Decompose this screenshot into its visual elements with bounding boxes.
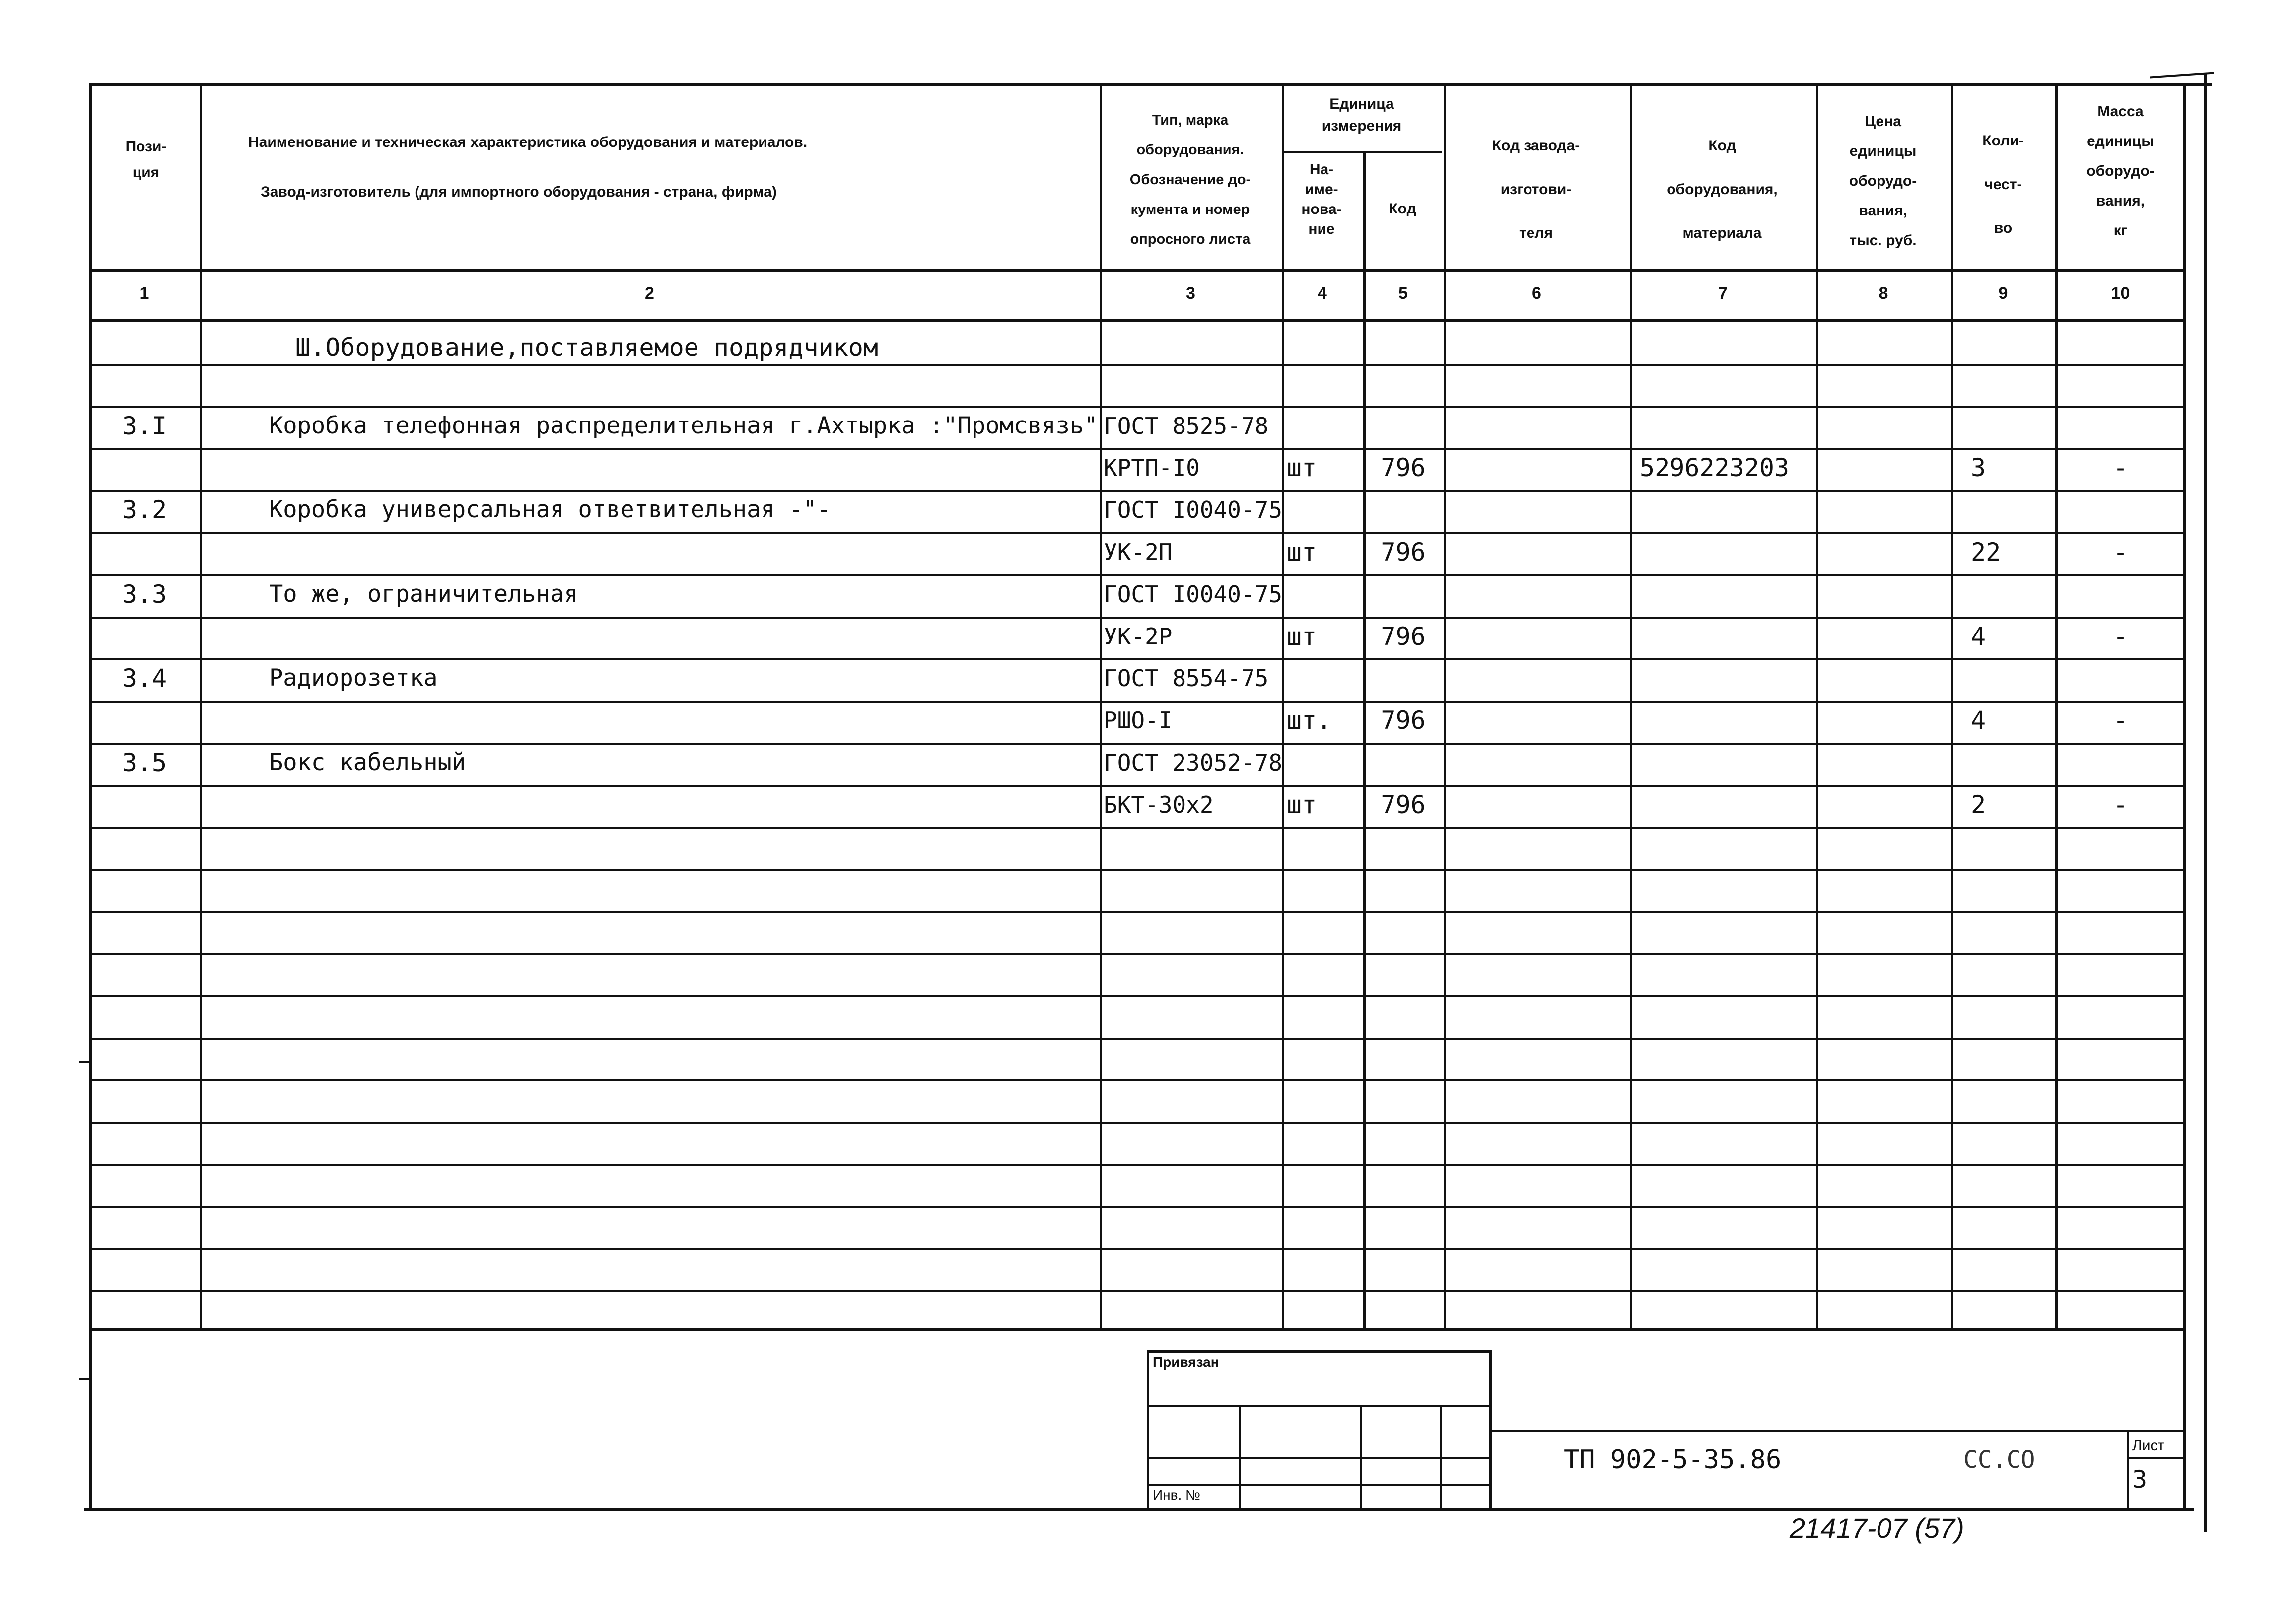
mass-cell: -: [2113, 790, 2128, 819]
row-rule: [89, 1290, 2186, 1292]
row-rule: [89, 617, 2186, 619]
header-unit-code: Код: [1389, 201, 1416, 217]
column-number-3: 3: [1186, 284, 1195, 303]
table-bottom-rule: [89, 1328, 2186, 1331]
type-cell: БКТ-30х2: [1104, 791, 1214, 818]
unit-code-cell: 796: [1381, 453, 1426, 482]
mass-cell: -: [2113, 622, 2128, 651]
type-cell: УК-2Р: [1104, 623, 1173, 650]
type-cell: УК-2П: [1104, 539, 1173, 565]
stamp-col-2: [1360, 1405, 1362, 1509]
numbers-bottom-rule: [89, 319, 2186, 322]
document-code: ТП 902-5-35.86: [1564, 1445, 1782, 1475]
position-cell: 3.2: [122, 495, 167, 524]
column-number-4: 4: [1318, 284, 1327, 303]
type-cell: ГОСТ I0040-75: [1104, 581, 1283, 608]
header-unit-group: Единица измерения: [1322, 96, 1402, 134]
unit-name-cell: шт: [1287, 538, 1317, 566]
row-rule: [89, 1206, 2186, 1208]
sheet-box-rule: [2127, 1457, 2184, 1459]
column-rule-4: [1363, 151, 1366, 1330]
column-rule-3: [1282, 84, 1284, 1330]
mass-cell: -: [2113, 538, 2128, 566]
row-rule: [89, 574, 2186, 576]
row-rule: [89, 364, 2186, 366]
name-cell: Радиорозетка: [269, 664, 438, 692]
column-rule-2: [1100, 84, 1102, 1330]
position-cell: 3.4: [122, 664, 167, 693]
row-rule: [89, 827, 2186, 829]
stamp-col-3: [1440, 1405, 1442, 1509]
header-material-code: Код оборудования, материала: [1667, 138, 1778, 241]
handwritten-number: 21417-07 (57): [1790, 1512, 1964, 1544]
type-cell: ГОСТ 8554-75: [1104, 665, 1269, 692]
header-name-line1: Наименование и техническая характеристика оборудования и материалов.: [248, 134, 808, 150]
unit-name-cell: шт: [1287, 622, 1317, 651]
sheet-number: 3: [2132, 1465, 2148, 1494]
header-unit-name: На- име- нова- ние: [1301, 161, 1342, 237]
row-rule: [89, 953, 2186, 955]
header-name-line2: Завод-изготовитель (для импортного оборудования - страна, фирма): [261, 184, 777, 200]
unit-code-cell: 796: [1381, 706, 1426, 735]
mass-cell: -: [2113, 453, 2128, 482]
unit-group-rule: [1282, 151, 1442, 153]
column-number-10: 10: [2111, 284, 2130, 303]
column-number-5: 5: [1398, 284, 1408, 303]
quantity-cell: 4: [1971, 706, 1986, 735]
unit-name-cell: шт.: [1287, 706, 1332, 735]
row-rule: [89, 995, 2186, 997]
unit-code-cell: 796: [1381, 538, 1426, 566]
stamp-inventory-label: Инв. №: [1153, 1487, 1201, 1503]
unit-name-cell: шт: [1287, 453, 1317, 482]
stamp-bound-label: Привязан: [1153, 1354, 1219, 1370]
position-cell: 3.I: [122, 412, 167, 440]
row-rule: [89, 701, 2186, 703]
margin-tick-2: [79, 1378, 92, 1380]
column-rule-7: [1816, 84, 1818, 1330]
section-title: Ш.Оборудование,поставляемое подрядчиком: [295, 333, 878, 362]
name-cell: Коробка универсальная ответвительная -"-: [269, 496, 831, 523]
row-rule: [89, 869, 2186, 871]
type-cell: РШО-I: [1104, 707, 1173, 734]
header-quantity: Коли- чест- во: [1982, 133, 2024, 236]
row-rule: [89, 911, 2186, 913]
unit-code-cell: 796: [1381, 790, 1426, 819]
column-number-1: 1: [139, 284, 149, 303]
stamp-col-1: [1239, 1405, 1241, 1509]
name-cell: Бокс кабельный: [269, 749, 466, 776]
title-block-top-rule: [1492, 1430, 2184, 1432]
position-cell: 3.3: [122, 580, 167, 609]
row-rule: [89, 1038, 2186, 1040]
row-rule: [89, 406, 2186, 408]
mass-cell: -: [2113, 706, 2128, 735]
row-rule: [89, 1164, 2186, 1166]
row-rule: [89, 785, 2186, 787]
frame-right-outer: [2204, 74, 2207, 1532]
row-rule: [89, 448, 2186, 450]
name-cell: Коробка телефонная распределительная г.Ахтырка :"Промсвязь": [269, 412, 1098, 439]
header-unit-price: Цена единицы оборудо- вания, тыс. руб.: [1849, 113, 1917, 249]
document-suffix: СС.СО: [1963, 1446, 2035, 1474]
row-rule: [89, 1079, 2186, 1081]
type-cell: ГОСТ I0040-75: [1104, 496, 1283, 523]
row-rule: [89, 743, 2186, 745]
margin-tick-1: [79, 1061, 92, 1063]
column-number-2: 2: [645, 284, 654, 303]
quantity-cell: 4: [1971, 622, 1986, 651]
column-rule-6: [1630, 84, 1632, 1330]
sheet-box-left: [2127, 1430, 2129, 1509]
header-bottom-rule: [89, 269, 2186, 272]
frame-bottom: [84, 1508, 2194, 1511]
row-rule: [89, 1248, 2186, 1250]
type-cell: ГОСТ 8525-78: [1104, 413, 1269, 439]
header-mass: Масса единицы оборудо- вания, кг: [2087, 103, 2155, 239]
column-number-7: 7: [1718, 284, 1728, 303]
column-rule-1: [200, 84, 202, 1330]
row-rule: [89, 532, 2186, 534]
quantity-cell: 3: [1971, 453, 1986, 482]
type-cell: ГОСТ 23052-78: [1104, 749, 1283, 776]
column-number-6: 6: [1532, 284, 1541, 303]
header-type: Тип, марка оборудования. Обозначение до- кумента и номер опросного листа: [1129, 112, 1251, 247]
type-cell: КРТП-I0: [1104, 454, 1200, 481]
row-rule: [89, 658, 2186, 660]
name-cell: То же, ограничительная: [269, 580, 578, 608]
column-number-8: 8: [1879, 284, 1888, 303]
column-rule-5: [1444, 84, 1446, 1330]
frame-top: [89, 83, 2212, 86]
sheet-label: Лист: [2132, 1437, 2165, 1454]
column-rule-8: [1951, 84, 1953, 1330]
stamp-top-rule: [1147, 1350, 1492, 1353]
header-position: Пози- ция: [125, 139, 167, 181]
unit-name-cell: шт: [1287, 790, 1317, 819]
material-code-cell: 5296223203: [1640, 453, 1790, 482]
row-rule: [89, 1122, 2186, 1124]
unit-code-cell: 796: [1381, 622, 1426, 651]
quantity-cell: 2: [1971, 790, 1986, 819]
header-factory-code: Код завода- изготови- теля: [1492, 138, 1580, 241]
row-rule: [89, 490, 2186, 492]
quantity-cell: 22: [1971, 538, 2001, 566]
column-number-9: 9: [1998, 284, 2008, 303]
position-cell: 3.5: [122, 748, 167, 777]
